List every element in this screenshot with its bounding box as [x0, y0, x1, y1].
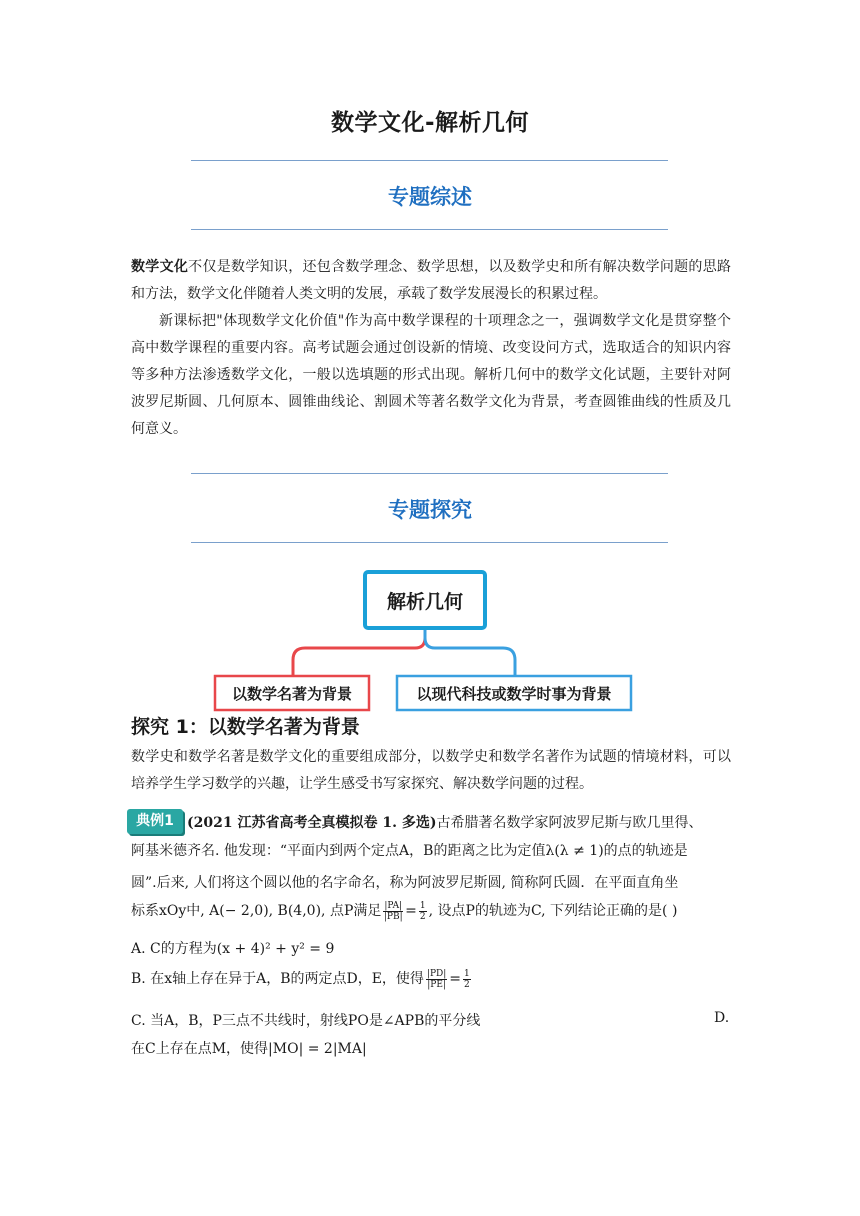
option-d: 在C上存在点M，使得|MO| = 2|MA| — [131, 1041, 367, 1057]
example-source: (2021 江苏省高考全真模拟卷 1. 多选) — [187, 815, 437, 831]
overview-text — [131, 254, 731, 443]
para1-text: 不仅是数学知识，还包含数学理念、数学思想，以及数学史和所有解决数学问题的思路和方法，数学文化伴随着人类文明的发展，承载了数学发展漫长的积累过程。 — [131, 259, 731, 302]
fraction-pa-pb: $\frac{|PA|}{|PB|}$ — [383, 900, 403, 922]
example-line2: 阿基米德齐名. 他发现：“平面内到两个定点A，B的距离之比为定值λ(λ ≠ 1)的点的轨迹是 — [131, 843, 688, 859]
fraction-pd-pe: $\frac{|PD|}{|PE|}$ — [426, 968, 447, 990]
mind-map-diagram — [205, 566, 645, 712]
option-b: B. 在x轴上存在异于A，B的两定点D，E，使得 $\frac{|PD|}{|PE|}$ = $\frac{1}{2}$ — [131, 968, 470, 990]
connector-right — [425, 628, 515, 676]
example-badge: 典例1 — [127, 809, 183, 834]
right-node-label: 以现代科技或数学时事为背景 — [416, 685, 612, 703]
fraction-half-b: $\frac{1}{2}$ — [464, 968, 470, 990]
divider — [191, 542, 668, 543]
section-heading-overview: 专题综述 — [388, 185, 472, 209]
option-a: A. C的方程为(x + 4)² + y² = 9 — [131, 941, 335, 957]
probe1-text: 数学史和数学名著是数学文化的重要组成部分，以数学史和数学名著作为试题的情境材料，可以培养学生学习数学的兴趣，让学生感受书写家探究、解决数学问题的过程。 — [131, 749, 731, 792]
left-node-label: 以数学名著为背景 — [231, 685, 353, 703]
root-node-label: 解析几何 — [386, 591, 464, 613]
example-line4: 标系xOy中, A(− 2,0), B(4,0), 点P满足 $\frac{|PA|}{|PB|}$ = $\frac{1}{2}$ , 设点P的轨迹为C, 下列结论正确的是( ) — [131, 900, 678, 922]
section-heading-explore: 专题探究 — [388, 498, 472, 522]
probe1-heading: 探究 1：以数学名著为背景 — [131, 716, 360, 738]
option-d-label: D. — [714, 1010, 730, 1026]
page-title: 数学文化-解析几何 — [330, 110, 530, 136]
fraction-half: $\frac{1}{2}$ — [419, 900, 426, 922]
example-intro: 古希腊著名数学家阿波罗尼斯与欧几里得、 — [436, 815, 703, 831]
example-line3: 圆”.后来, 人们将这个圆以他的名字命名，称为阿波罗尼斯圆, 简称阿氏圆．在平面直角坐 — [131, 875, 679, 891]
divider — [191, 473, 668, 474]
option-c: C. 当A，B，P三点不共线时，射线PO是∠APB的平分线 — [131, 1013, 481, 1029]
example-line1 — [187, 812, 702, 832]
term-math-culture: 数学文化 — [131, 259, 189, 275]
connector-left — [293, 628, 425, 676]
divider — [191, 229, 668, 230]
para2-text: 新课标把"体现数学文化价值"作为高中数学课程的十项理念之一，强调数学文化是贯穿整个高中数学课程的重要内容。高考试题会通过创设新的情境、改变设问方式，选取适合的知识内容等多种方法渗透数学文化，一般以选填题的形式出现。解析几何中的数学文化试题，主要针对阿波罗尼斯圆、几何原本、圆锥曲线论、割圆术等著名数学文化为背景，考查圆锥曲线的性质及几何意义。 — [131, 313, 731, 437]
divider — [191, 160, 668, 161]
